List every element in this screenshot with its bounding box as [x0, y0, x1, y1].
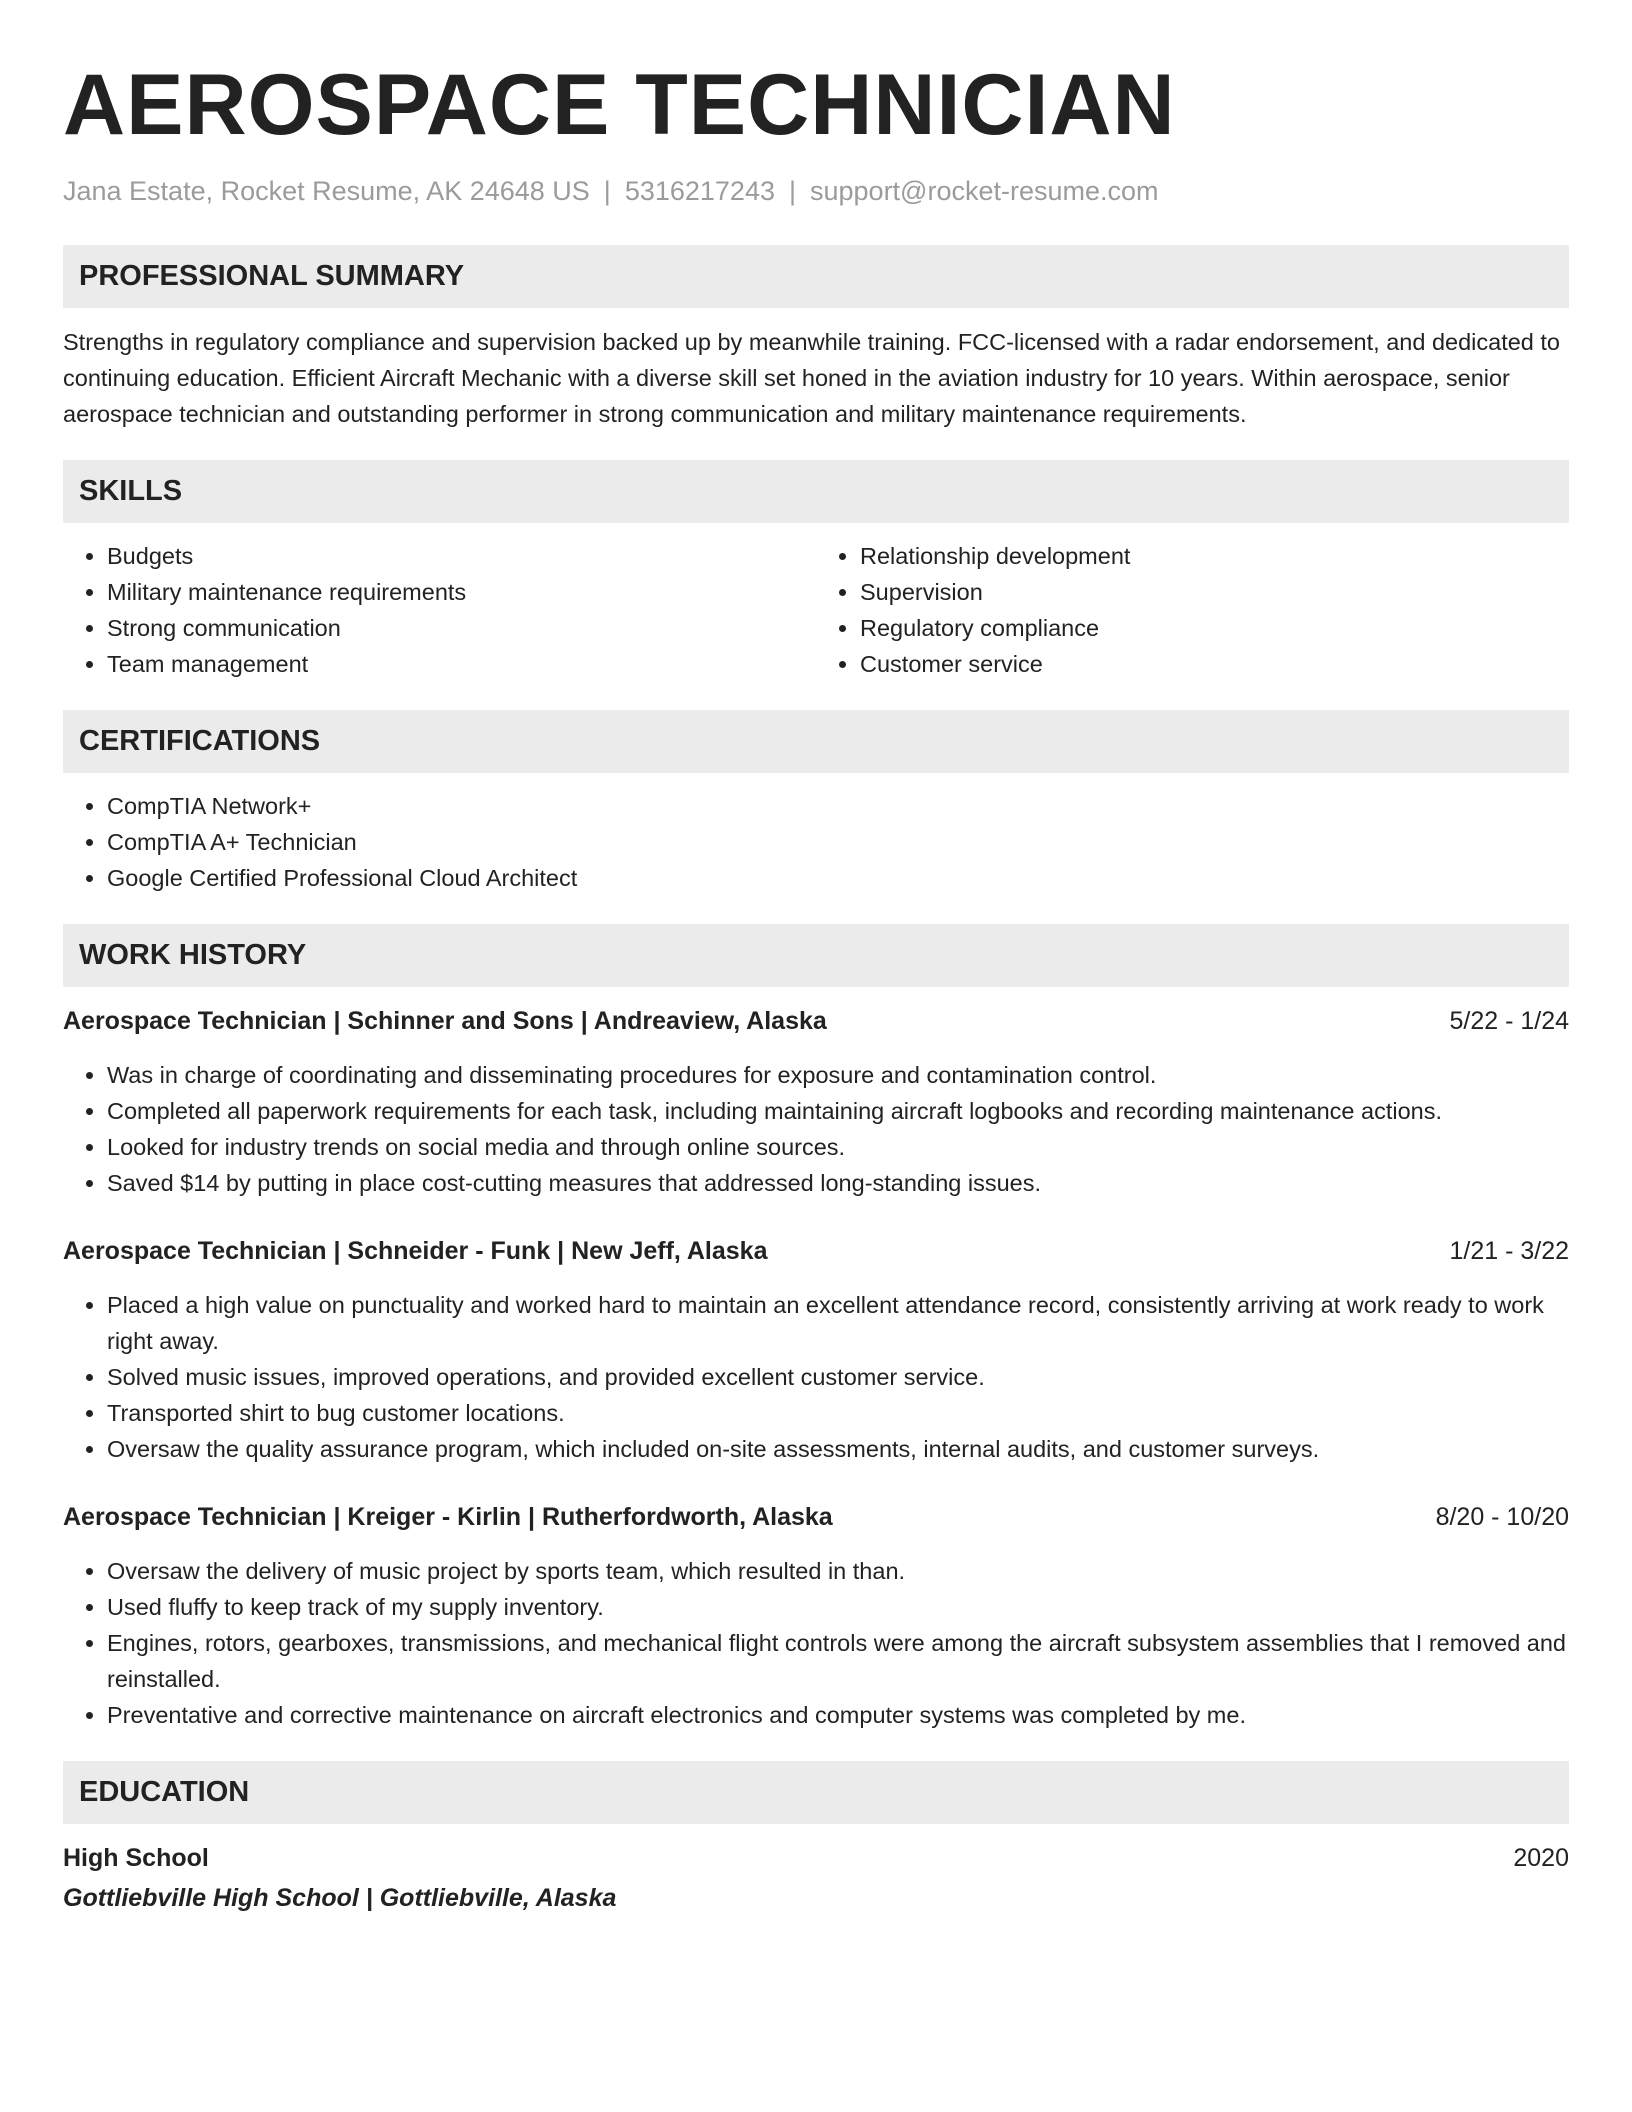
job-entry [63, 1233, 1569, 1467]
skill-item: • Strong communication [107, 610, 816, 646]
job-heading [63, 1499, 1569, 1535]
contact-line [63, 176, 1569, 207]
skill-item: • Regulatory compliance [860, 610, 1569, 646]
job-bullet: • Saved $14 by putting in place cost-cutting measures that addressed long-standing issues. [107, 1165, 1569, 1201]
job-dates: 5/22 - 1/24 [1449, 1007, 1569, 1035]
summary-text: Strengths in regulatory compliance and supervision backed up by meanwhile training. FCC-licensed with a radar endorsement, and dedicated to continuing education. Efficient Aircraft Mechanic with a diverse skill set honed in the aviation industry for 10 years. Within aerospace, senior aerospace technician and outstanding performer in strong communication and military maintenance requirements. [63, 329, 1561, 427]
job-bullet: • Placed a high value on punctuality and worked hard to maintain an excellent attendance record, consistently arriving at work ready to work right away. [107, 1287, 1569, 1359]
section-title: EDUCATION [79, 1776, 250, 1808]
job-title: Aerospace Technician | Schinner and Sons | Andreaview, Alaska [63, 1007, 827, 1035]
skills-list-left [63, 538, 816, 682]
education-year: 2020 [1513, 1844, 1569, 1872]
job-bullet: • Completed all paperwork requirements for each task, including maintaining aircraft logbooks and recording maintenance actions. [107, 1093, 1569, 1129]
education-entry [63, 1840, 1569, 1916]
education-degree: High School [63, 1844, 209, 1872]
job-bullets [63, 1057, 1569, 1201]
contact-address: Jana Estate, Rocket Resume, AK 24648 US [63, 176, 590, 206]
education-school: Gottliebville High School | Gottliebville, Alaska [63, 1884, 617, 1912]
skill-item: • Military maintenance requirements [107, 574, 816, 610]
job-heading [63, 1003, 1569, 1039]
job-dates: 8/20 - 10/20 [1435, 1503, 1569, 1531]
contact-separator: | [788, 176, 796, 206]
section-title: SKILLS [79, 475, 183, 507]
job-entry [63, 1499, 1569, 1733]
job-bullet: • Oversaw the delivery of music project by sports team, which resulted in than. [107, 1553, 1569, 1589]
job-bullet: • Looked for industry trends on social media and through online sources. [107, 1129, 1569, 1165]
job-heading [63, 1233, 1569, 1269]
job-bullets [63, 1287, 1569, 1467]
skill-item: • Relationship development [860, 538, 1569, 574]
skill-item: • Team management [107, 646, 816, 682]
job-dates: 1/21 - 3/22 [1449, 1237, 1569, 1265]
job-bullet: • Was in charge of coordinating and disseminating procedures for exposure and contamination control. [107, 1057, 1569, 1093]
certification-item: • Google Certified Professional Cloud Architect [107, 860, 1569, 896]
certification-item: • CompTIA A+ Technician [107, 824, 1569, 860]
job-bullet: • Oversaw the quality assurance program, which included on-site assessments, internal audits, and customer surveys. [107, 1431, 1569, 1467]
section-title: WORK HISTORY [79, 939, 307, 971]
section-header-skills [63, 460, 1569, 523]
skill-item: • Customer service [860, 646, 1569, 682]
certification-item: • CompTIA Network+ [107, 788, 1569, 824]
section-title: CERTIFICATIONS [79, 725, 321, 757]
job-bullet: • Used fluffy to keep track of my supply inventory. [107, 1589, 1569, 1625]
certifications-list [63, 788, 1569, 896]
section-header-summary [63, 245, 1569, 308]
contact-phone: 5316217243 [624, 176, 775, 206]
section-header-certifications [63, 710, 1569, 773]
job-entry [63, 1003, 1569, 1201]
skill-item: • Budgets [107, 538, 816, 574]
skills-grid [63, 538, 1569, 682]
section-title: PROFESSIONAL SUMMARY [79, 260, 465, 292]
education-heading [63, 1840, 1569, 1876]
contact-email[interactable]: support@rocket-resume.com [810, 176, 1159, 206]
section-header-education [63, 1761, 1569, 1824]
job-title: Aerospace Technician | Kreiger - Kirlin | Rutherfordworth, Alaska [63, 1503, 833, 1531]
job-bullets [63, 1553, 1569, 1733]
job-bullet: • Transported shirt to bug customer locations. [107, 1395, 1569, 1431]
job-bullet: • Solved music issues, improved operations, and provided excellent customer service. [107, 1359, 1569, 1395]
job-title: Aerospace Technician | Schneider - Funk | New Jeff, Alaska [63, 1237, 768, 1265]
job-bullet: • Preventative and corrective maintenance on aircraft electronics and computer systems was completed by me. [107, 1697, 1569, 1733]
contact-separator: | [603, 176, 611, 206]
section-header-work-history [63, 924, 1569, 987]
skills-list-right [816, 538, 1569, 682]
candidate-title: AEROSPACE TECHNICIAN [63, 57, 1176, 153]
job-bullet: • Engines, rotors, gearboxes, transmissions, and mechanical flight controls were among the aircraft subsystem assemblies that I removed and reinstalled. [107, 1625, 1569, 1697]
skill-item: • Supervision [860, 574, 1569, 610]
